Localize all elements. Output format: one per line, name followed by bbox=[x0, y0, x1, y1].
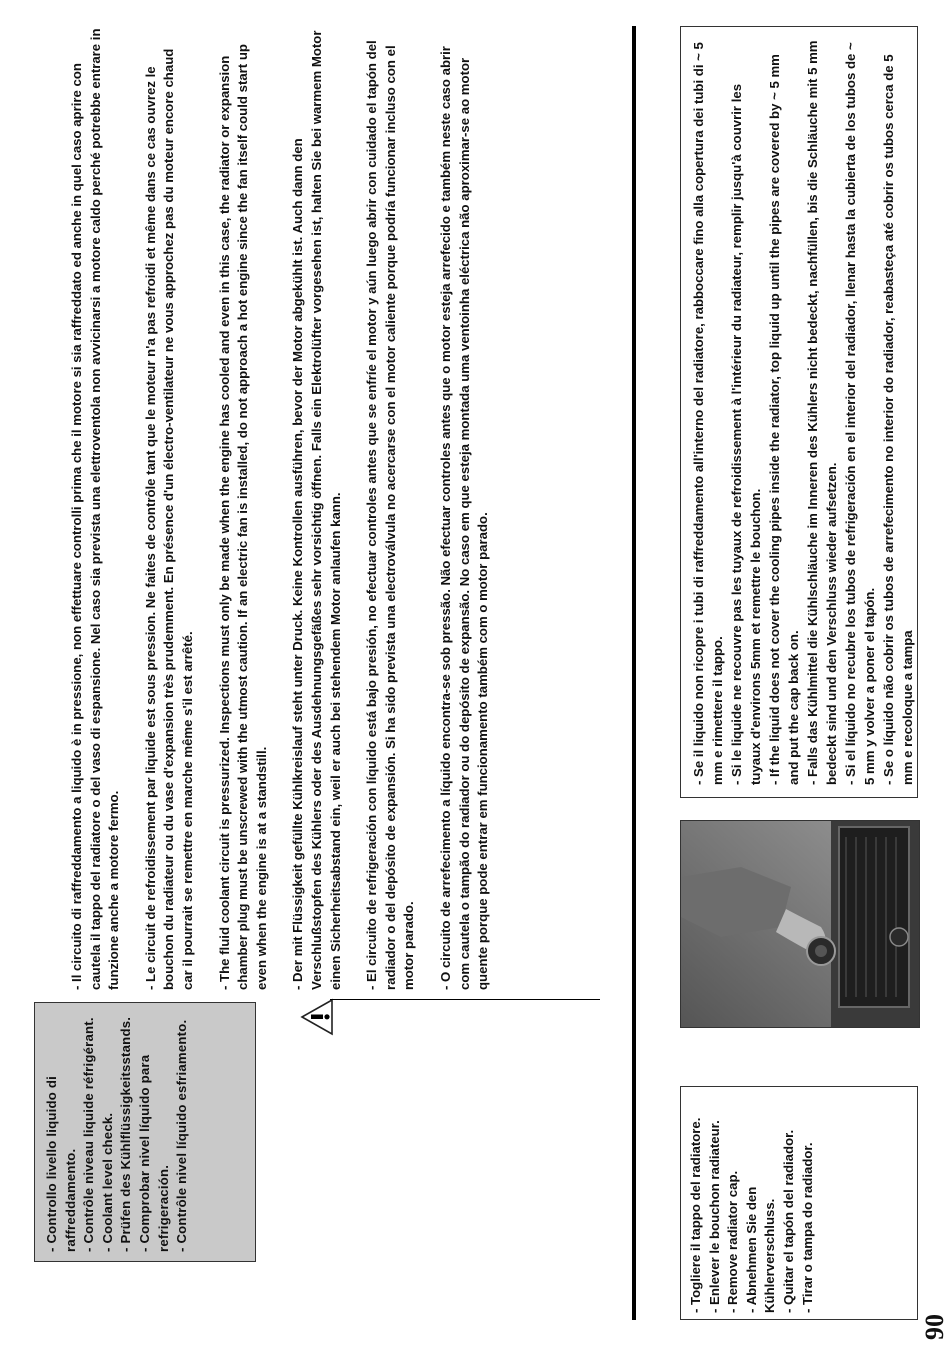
list-item: - Der mit Flüssigkeit gefüllte Kühlkreislauf steht unter Druck. Keine Kontrollen ausführen, bevor der Motor abgekühlt ist. Auch dann den Verschlußstopfen des Kühlers oder des Ausdehnungsgefäßes sehr vorsichtig öffnen. Falls ein Elektrolüfter vorgesehen ist, halten Sie bei warmem Motor einen Sicherheitsabstand ein, weil er auch bei stehendem Motor anlaufen kann. bbox=[290, 30, 343, 990]
list-item: - If the liquid does not cover the cooling pipes inside the radiator, top liquid up until the pipes are covered by ~ 5 mm and put the cap back on. bbox=[767, 54, 801, 785]
list-item: - Si le liquide ne recouvre pas les tuyaux de refroidissement à l'intérieur du radiateur, remplir jusqu'à couvrir les tuyaux d'environs 5mm et remettre le bouchon. bbox=[729, 83, 763, 785]
list-item: - Comprobar nivel líquido para refrigeración. bbox=[136, 1054, 171, 1252]
list-item: - Togliere il tappo del radiatore. bbox=[688, 1117, 703, 1313]
warning-separator-line bbox=[330, 999, 600, 1000]
list-item: - Contrôle niveau liquide réfrigérant. bbox=[81, 1017, 97, 1252]
list-item: - Contrôle nivel líquido esfriamento. bbox=[174, 1019, 190, 1252]
remove-cap-caption-list bbox=[687, 1093, 817, 1313]
warning-paragraphs bbox=[68, 28, 493, 990]
list-item: - The fluid coolant circuit is pressurized. Inspections must only be made when the engine has cooled and even in this case, the radiator or expansion chamber plug must be unscrewed with the utmost caution. If an electric fan is installed, do not approach a hot engine since the fan itself could start up even when the engine is at a standstill. bbox=[216, 44, 269, 990]
remove-cap-caption-box bbox=[680, 1086, 918, 1320]
list-item: - El circuito de refrigeración con líquido está bajo presión, no efectuar controles antes que se enfríe el motor y aún luego abrir con cuidado el tapón del radiador o del depósito de expansión. Si ha sido prevista una electroválvula no acercarse con el motor caliente porque podría funcionar incluso con el motor parado. bbox=[364, 40, 417, 990]
list-item: - Si el líquido no recubre los tubos de refrigeración en el interior del radiador, llenar hasta la cubierta de los tubos de ~ 5 mm y volver a poner el tapón. bbox=[843, 42, 877, 785]
warning-triangle-icon bbox=[300, 998, 334, 1036]
page-divider-line bbox=[632, 26, 636, 1320]
list-item: - Prüfen des Kühlflüssigkeitsstands. bbox=[118, 1016, 134, 1252]
list-item: - Coolant level check. bbox=[99, 1112, 115, 1252]
page-number-text: 90 bbox=[920, 1314, 949, 1340]
list-item: - Il circuito di raffreddamento a liquido è in pressione, non effettuare controlli prima che il motore si sia raffreddato ed anche in quel caso aprire con cautela il tappo del radiatore o del vaso di espansione. Nel caso sia prevista una elettroventola non avvicinarsi a motore caldo perché potrebbe entrare in funzione anche a motore fermo. bbox=[69, 28, 122, 990]
list-item: - Le circuit de refroidissement par liquide est sous pression. Ne faites de contrôle tant que le moteur n'a pas refroidi et même dans ce cas ouvrez le bouchon du radiateur ou du vase d'expansion très prudemment. En présence d'un électro-ventilateur ne vous approchez pas du moteur encore chaud car il pourrait se remettre en marche même s'il est arrêté. bbox=[142, 48, 195, 990]
list-item: - Controllo livello liquido di raffreddamento. bbox=[44, 1076, 78, 1252]
refill-instructions-list bbox=[689, 39, 917, 785]
list-item: - Enlever le bouchon radiateur. bbox=[706, 1120, 722, 1313]
refill-instructions-box bbox=[680, 26, 918, 798]
list-item: - Se o líquido não cobrir os tubos de arrefecimento no interior do radiador, reabasteça até cobrir os tubos cerca de 5 mm e recoloque a tampa bbox=[881, 54, 915, 785]
list-item: - O circuito de arrefecimento a líquido encontra-se sob pressão. Não efectuar controles antes que o motor esteja arrefecido e também neste caso abrir com cautela o tampão do radiador ou do depósito de expansão. No caso em que esteja montada uma ventoinha eléctrica não aproximar-se ao motor quente porque pode entrar em funcionamento também com o motor parado. bbox=[437, 46, 491, 990]
hand-removing-radiator-cap-photo bbox=[680, 820, 920, 1028]
list-item: - Remove radiator cap. bbox=[725, 1170, 741, 1313]
list-item: - Quitar el tapón del radiador. bbox=[780, 1129, 796, 1313]
coolant-check-caption-box bbox=[34, 1002, 256, 1262]
list-item: - Tirar o tampa do radiador. bbox=[799, 1142, 815, 1313]
list-item: - Falls das Kühlmittel die Kühlschläuche im Inneren des Kühlers nicht bedeckt, nachfüllen, bis die Schläuche mit 5 mm bedeckt sind und den Verschluss wieder aufsetzen. bbox=[805, 40, 839, 785]
page-number bbox=[918, 1306, 948, 1346]
list-item: - Se il liquido non ricopre i tubi di raffreddamento all'interno del radiatore, rabboccare fino alla copertura dei tubi di ~ 5 mm e rimettere il tappo. bbox=[691, 42, 725, 785]
list-item: - Abnehmen Sie den Kühlerverschluss. bbox=[743, 1186, 778, 1313]
coolant-check-caption-list bbox=[43, 1012, 192, 1252]
